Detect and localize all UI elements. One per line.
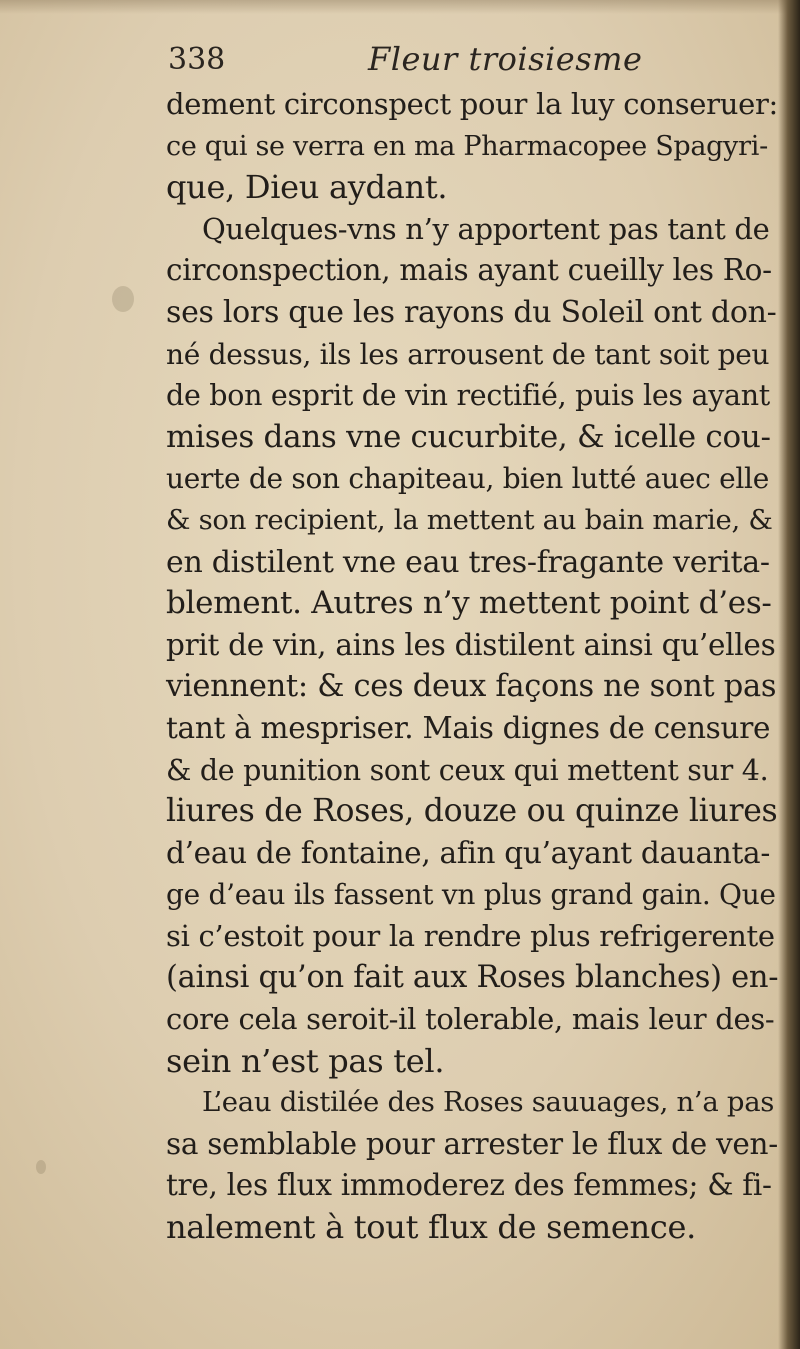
body-text — [166, 84, 778, 1249]
text-line: sein n’est pas tel. — [166, 1041, 445, 1080]
text-line: viennent: & ces deux façons ne sont pas — [166, 669, 777, 705]
text-line: Quelques-vns n’y apportent pas tant de — [202, 211, 770, 246]
text-line: tant à mespriser. Mais dignes de censure — [166, 710, 771, 745]
text-line: nalement à tout flux de semence. — [166, 1208, 696, 1247]
page-edge-shadow — [778, 0, 800, 1349]
text-line: blement. Autres n’y mettent point d’es- — [166, 585, 772, 622]
text-line: si c’estoit pour la rendre plus refrigerente — [166, 918, 775, 953]
text-line: circonspection, mais ayant cueilly les Ro- — [166, 253, 772, 288]
text-line: & de punition sont ceux qui mettent sur 4. — [166, 753, 769, 787]
page-top-shadow — [0, 0, 800, 14]
text-line: d’eau de fontaine, afin qu’ayant dauanta- — [166, 835, 770, 870]
text-line: ses lors que les rayons du Soleil ont don- — [166, 294, 777, 330]
page-number: 338 — [168, 42, 226, 77]
text-line: né dessus, ils les arrousent de tant soit peu — [166, 337, 770, 371]
text-line: liures de Roses, douze ou quinze liures — [166, 793, 778, 830]
paper-stain — [36, 1160, 46, 1174]
text-line: prit de vin, ains les distilent ainsi qu’elles — [166, 627, 776, 662]
text-line: mises dans vne cucurbite, & icelle cou- — [166, 418, 771, 455]
page-header — [168, 40, 778, 84]
text-line: dement circonspect pour la luy conseruer: — [166, 87, 778, 121]
text-line: sa semblable pour arrester le flux de ven- — [166, 1126, 778, 1161]
text-line: que, Dieu aydant. — [166, 168, 448, 207]
text-line: en distilent vne eau tres-fragante verita- — [166, 544, 770, 580]
running-title: Fleur troisiesme — [368, 40, 643, 78]
text-line: tre, les flux immoderez des femmes; & fi- — [166, 1168, 772, 1203]
text-line: (ainsi qu’on fait aux Roses blanches) en- — [166, 960, 779, 996]
text-line: & son recipient, la mettent au bain marie, & — [166, 503, 773, 536]
text-line: ge d’eau ils fassent vn plus grand gain. Que — [166, 878, 776, 912]
text-line: core cela seroit-il tolerable, mais leur des- — [166, 1002, 775, 1037]
text-line: uerte de son chapiteau, bien lutté auec elle — [166, 462, 769, 496]
text-line: L’eau distilée des Roses sauuages, n’a pas — [202, 1086, 775, 1119]
text-line: de bon esprit de vin rectifié, puis les ayant — [166, 379, 770, 413]
ink-blot — [112, 286, 134, 312]
text-line: ce qui se verra en ma Pharmacopee Spagyri- — [166, 130, 768, 162]
